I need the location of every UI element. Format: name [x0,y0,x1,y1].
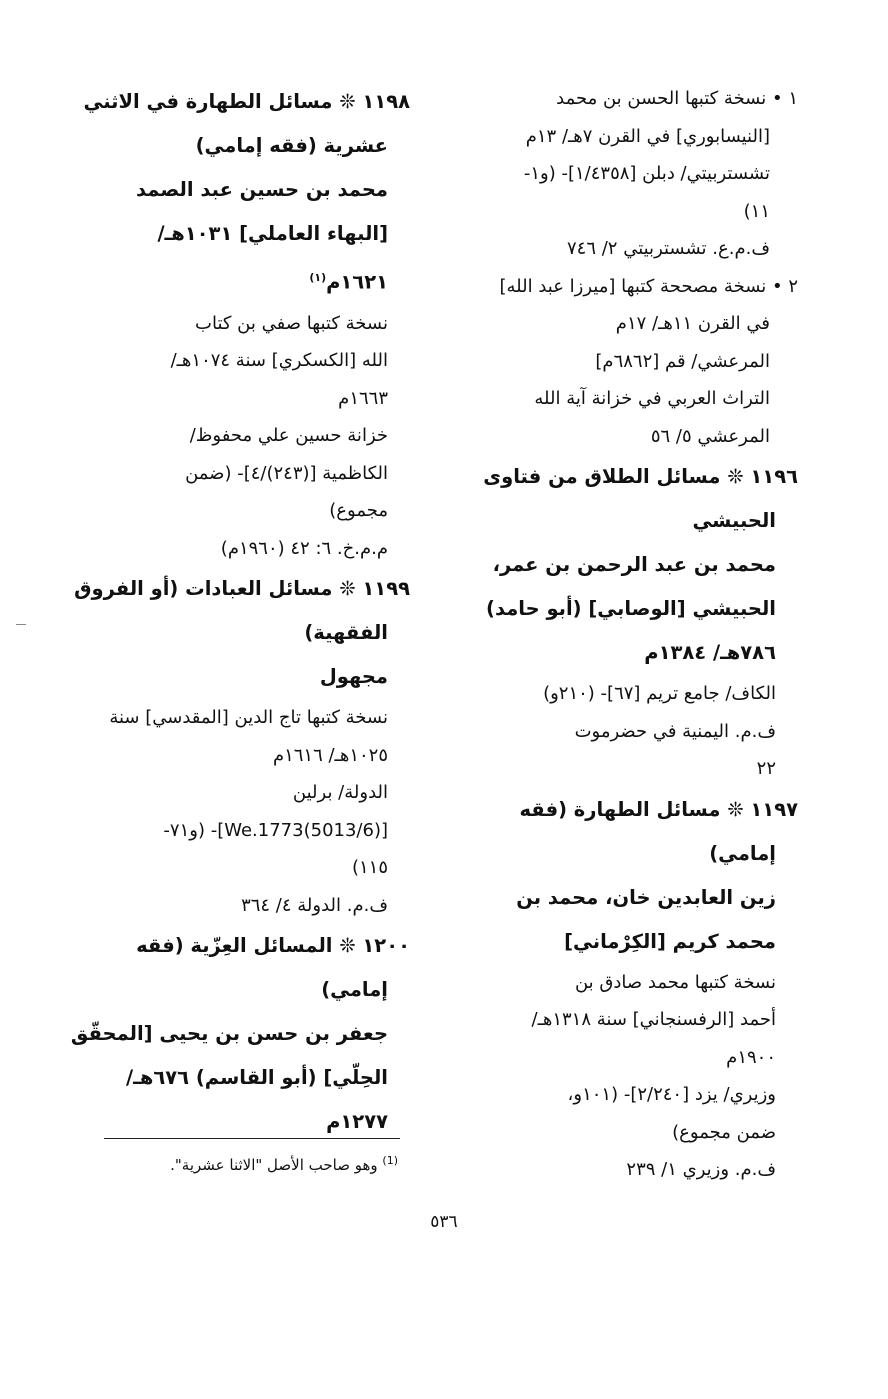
entry-author: جعفر بن حسن بن يحيى [المحقّق [70,1022,388,1045]
entry-title: الفقهية) [304,621,388,644]
entry-author: الحِلّي] (أبو القاسم) ٦٧٦هـ/ [126,1066,388,1089]
entry-reference: ف.م. اليمنية في حضرموت [574,720,776,742]
manuscript-2-line: التراث العربي في خزانة آية الله [534,388,770,409]
left-column [70,80,410,1144]
entry-title: ١١٩٩ ❊ مسائل العبادات (أو الفروق [74,577,410,600]
entry-line: مجموع) [329,500,388,521]
entry-title: عشرية (فقه إمامي) [195,134,388,157]
entry-title: إمامي) [709,841,776,865]
margin-mark [16,624,26,625]
entry-1198 [80,80,410,567]
entry-author: [البهاء العاملي] ١٠٣١هـ/ [157,222,388,245]
entry-line: ١١٥) [351,857,388,878]
entry-reference: ف.م. الدولة ٤/ ٣٦٤ [241,894,388,916]
entry-title: ١٢٠٠ ❊ المسائل العِزّية (فقه [136,934,410,957]
entry-1197 [463,788,798,1189]
entry-line: نسخة كتبها صفي بن كتاب [195,312,388,334]
entry-line: ١٦٦٣م [338,387,388,409]
entry-1200 [70,924,410,1144]
entry-title: ١١٩٨ ❊ مسائل الطهارة في الاثني [83,90,410,113]
entry-title: الحبيشي [692,509,776,532]
footnote-reference[interactable]: (١) [309,271,327,284]
manuscript-1-reference: ف.م.ع. تشستربيتي ٢/ ٧٤٦ [566,238,770,259]
entry-reference: ٢٢ [756,758,776,779]
entry-line: وزيري/ يزد [٢/٢٤٠]- (١٠١و، [567,1084,776,1105]
manuscript-1-line: ١١) [743,200,770,222]
entry-line: أحمد [الرفسنجاني] سنة ١٣١٨هـ/ [531,1009,776,1030]
manuscript-1-line: ١ • نسخة كتبها الحسن بن محمد [556,88,798,109]
entry-line: خزانة حسين علي محفوظ/ [189,425,388,446]
entry-author: زين العابدين خان، محمد بن [516,885,776,909]
entry-author [80,256,410,305]
entry-reference: ف.م. وزيري ١/ ٢٣٩ [626,1159,776,1180]
manuscript-2-line: المرعشي/ قم [٦٨٦٢م] [595,350,770,372]
right-column [463,80,798,1189]
entry-line: الكاف/ جامع تريم [٦٧]- (٢١٠و) [543,683,776,704]
entry-line: الكاظمية [(٢٤٣)/٤]- (ضمن [185,462,388,484]
entry-line: ١٠٢٥هـ/ ١٦١٦م [272,744,388,766]
footnote-mark: (1) [382,1154,398,1167]
entry-author: مجهول [319,665,388,688]
entry-author: محمد كريم [الكِرْماني] [564,929,776,953]
entry-1199 [74,567,410,924]
manuscript-1-line: تشستربيتي/ دبلن [١/٤٣٥٨]- (و١- [523,163,770,184]
entry-title: ١١٩٦ ❊ مسائل الطلاق من فتاوى [483,465,798,488]
entry-author: ٧٨٦هـ/ ١٣٨٤م [644,641,776,664]
entry-line: [(5013/6)We.1773]- (و٧١- [163,819,388,841]
entry-author: ١٢٧٧م [326,1110,388,1133]
entry-author: الحبيشي [الوصابي] (أبو حامد) [486,597,776,620]
entry-line: ١٩٠٠م [726,1046,776,1068]
author-death-date: ١٦٢١م [326,270,388,294]
entry-title: ١١٩٧ ❊ مسائل الطهارة (فقه [519,797,798,821]
page-number: ٥٣٦ [430,1212,458,1232]
entry-line: نسخة كتبها محمد صادق بن [574,971,776,993]
manuscript-2-line: ٢ • نسخة مصححة كتبها [ميرزا عبد الله] [499,275,798,297]
entry-author: محمد بن عبد الرحمن بن عمر، [492,553,776,576]
manuscript-2-reference: المرعشي ٥/ ٥٦ [650,425,770,447]
entry-author: محمد بن حسين عبد الصمد [136,178,388,201]
entry-1195-continued [463,80,798,455]
footnote [170,1154,398,1174]
entry-1196 [463,455,798,788]
entry-line: الدولة/ برلين [292,782,388,803]
manuscript-1-line: [النيسابوري] في القرن ٧هـ/ ١٣م [525,125,770,147]
footnote-separator [104,1138,400,1139]
entry-reference: م.م.خ. ٦: ٤٢ (١٩٦٠م) [220,537,388,559]
manuscript-2-line: في القرن ١١هـ/ ١٧م [615,313,770,334]
entry-title: إمامي) [321,978,388,1001]
entry-line: ضمن مجموع) [672,1121,776,1143]
entry-line: نسخة كتبها تاج الدين [المقدسي] سنة [109,707,388,728]
footnote-text: وهو صاحب الأصل "الاثنا عشرية". [170,1156,378,1174]
entry-line: الله [الكسكري] سنة ١٠٧٤هـ/ [170,350,388,371]
